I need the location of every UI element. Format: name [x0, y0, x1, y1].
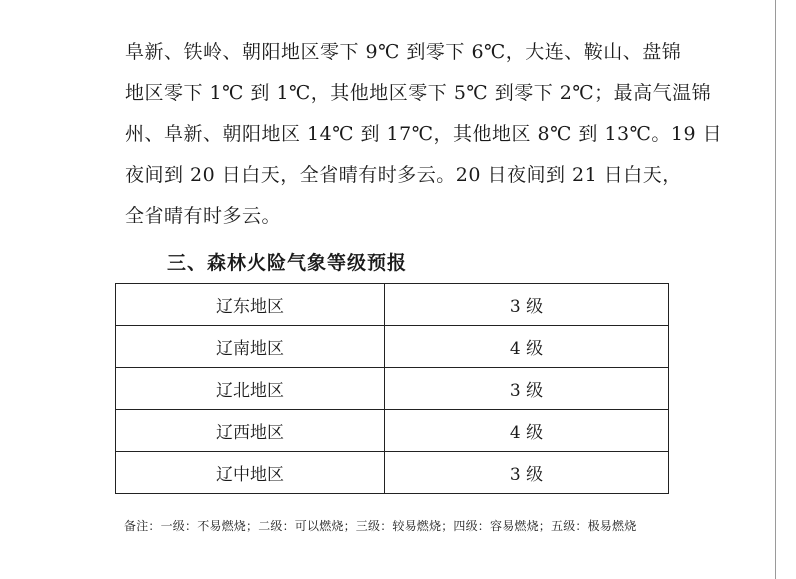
- region-cell: 辽中地区: [116, 452, 385, 494]
- level-cell: 4 级: [385, 410, 669, 452]
- paragraph-line: 地区零下 1℃ 到 1℃，其他地区零下 5℃ 到零下 2℃；最高气温锦: [125, 82, 712, 104]
- section-heading: 三、森林火险气象等级预报: [167, 252, 408, 274]
- paragraph-line: 夜间到 20 日白天，全省晴有时多云。20 日夜间到 21 日白天，: [125, 164, 682, 186]
- table-row: [116, 284, 669, 326]
- table-row: [116, 410, 669, 452]
- table-row: [116, 452, 669, 494]
- region-cell: 辽西地区: [116, 410, 385, 452]
- paragraph-line: 州、阜新、朝阳地区 14℃ 到 17℃，其他地区 8℃ 到 13℃。19 日: [125, 123, 723, 145]
- region-cell: 辽南地区: [116, 326, 385, 368]
- weather-forecast-paragraph: [125, 32, 723, 237]
- paragraph-line: 全省晴有时多云。: [125, 205, 282, 227]
- region-cell: 辽东地区: [116, 284, 385, 326]
- level-cell: 3 级: [385, 368, 669, 410]
- fire-risk-table: [115, 283, 669, 494]
- level-cell: 3 级: [385, 452, 669, 494]
- paragraph-line: 阜新、铁岭、朝阳地区零下 9℃ 到零下 6℃，大连、鞍山、盘锦: [125, 41, 682, 63]
- table-row: [116, 368, 669, 410]
- page-edge-line: [775, 0, 776, 579]
- table-row: [116, 326, 669, 368]
- level-cell: 3 级: [385, 284, 669, 326]
- region-cell: 辽北地区: [116, 368, 385, 410]
- footnote: 备注：一级：不易燃烧；二级：可以燃烧；三级：较易燃烧；四级：容易燃烧；五级：极易燃烧: [124, 519, 637, 533]
- level-cell: 4 级: [385, 326, 669, 368]
